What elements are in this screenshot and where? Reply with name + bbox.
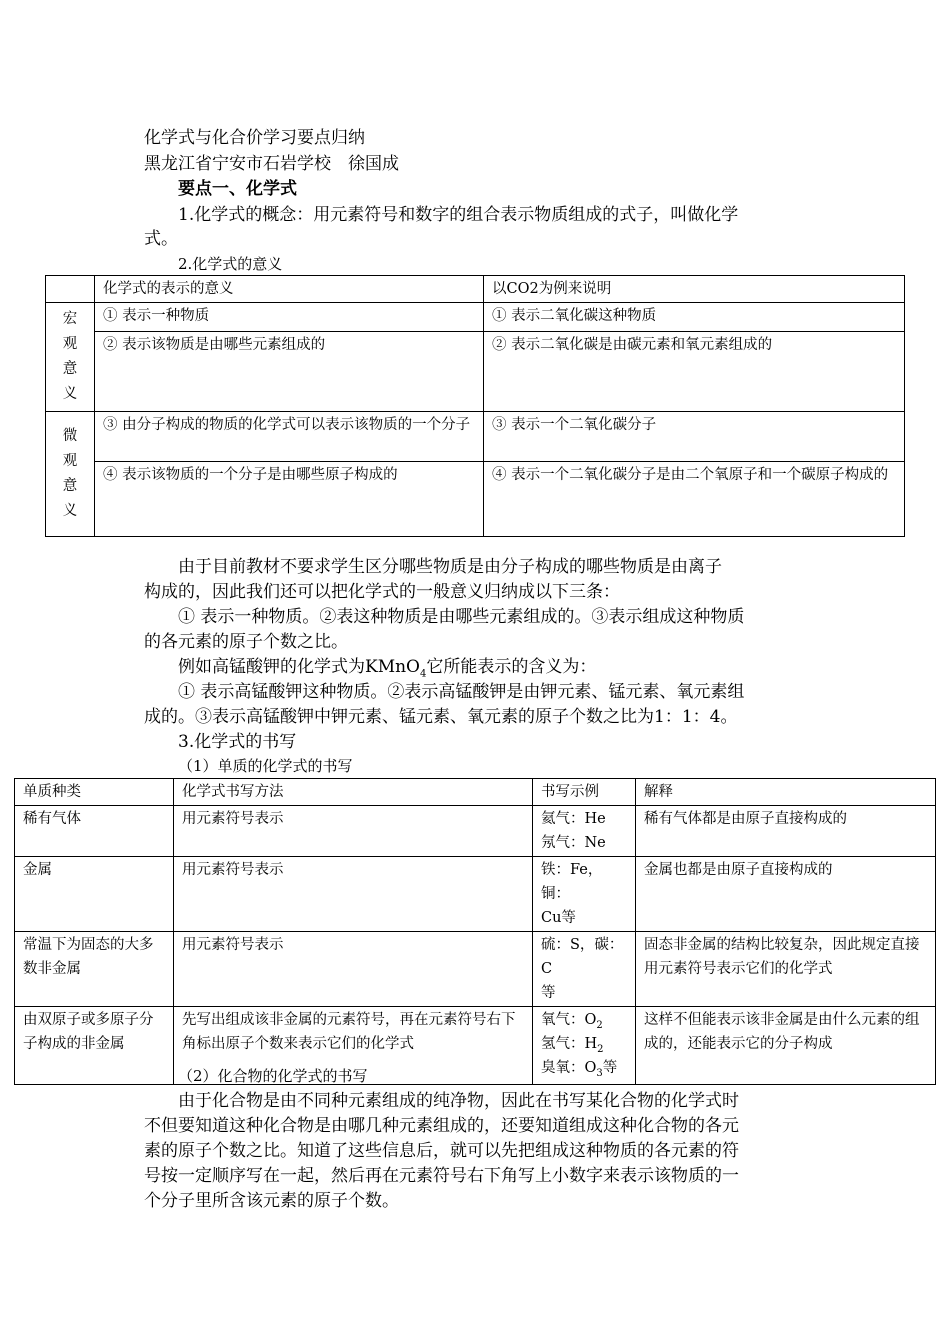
table-cell (533, 806, 636, 857)
table-header-example: 以CO2为例来说明 (484, 276, 905, 303)
para-4-b: 它所能表示的含义为： (426, 657, 597, 677)
table-cell: 这样不但能表示该非金属是由什么元素的组成的，还能表示它的分子构成 (636, 1007, 936, 1085)
para-4-a: 例如高锰酸钾的化学式为KMnO (178, 657, 420, 677)
para-6-line-3: 素的原子个数之比。知道了这些信息后，就可以先把组成这种物质的各元素的符 (144, 1141, 739, 1161)
para-5-line-2: 成的。③表示高锰酸钾中钾元素、锰元素、氧元素的原子个数之比为1：1：4。 (144, 707, 738, 727)
para-3-line-2: 的各元素的原子个数之比。 (144, 632, 348, 652)
table-cell: ④ 表示一个二氧化碳分子是由二个氧原子和一个碳原子构成的 (484, 462, 905, 537)
table-cell: 金属也都是由原子直接构成的 (636, 857, 936, 932)
table-cell: 金属 (15, 857, 174, 932)
table-cell: ③ 由分子构成的物质的化学式可以表示该物质的一个分子 (95, 412, 484, 462)
sub-heading-2: （2）化合物的化学式的书写 (178, 1067, 368, 1085)
table-cell: 稀有气体都是由原子直接构成的 (636, 806, 936, 857)
table-header: 书写示例 (533, 779, 636, 806)
section-3-heading: 3.化学式的书写 (178, 732, 297, 752)
table-cell: 由双原子或多原子分子构成的非金属 (15, 1007, 174, 1085)
concept-line-1: 1.化学式的概念：用元素符号和数字的组合表示物质组成的式子，叫做化学 (178, 205, 739, 225)
table-header: 解释 (636, 779, 936, 806)
example-sub: 2 (596, 1019, 603, 1031)
table-cell: 固态非金属的结构比较复杂，因此规定直接用元素符号表示它们的化学式 (636, 932, 936, 1007)
element-formula-table (14, 778, 936, 1085)
example-text: 臭氧：O (541, 1060, 597, 1076)
sub-heading-1: （1）单质的化学式的书写 (178, 757, 353, 775)
table-cell (533, 1007, 636, 1085)
table-cell: ① 表示二氧化碳这种物质 (484, 303, 905, 332)
example-line (541, 1032, 627, 1056)
example-line: 氖气：Ne (541, 835, 606, 851)
table-header: 化学式书写方法 (174, 779, 533, 806)
table-corner-cell (46, 276, 95, 303)
para-3-line-1: ① 表示一种物质。②表这种物质是由哪些元素组成的。③表示组成这种物质 (178, 607, 745, 627)
meaning-heading: 2.化学式的意义 (178, 255, 283, 273)
example-line: 铁：Fe，铜： (541, 862, 603, 902)
table-cell: 用元素符号表示 (174, 806, 533, 857)
meaning-table (45, 275, 905, 537)
table-cell: 用元素符号表示 (174, 857, 533, 932)
example-text: 等 (602, 1060, 618, 1076)
para-4 (178, 655, 596, 679)
para-6-line-2: 不但要知道这种化合物是由哪几种元素组成的，还要知道组成这种化合物的各元 (144, 1116, 739, 1136)
table-cell: ③ 表示一个二氧化碳分子 (484, 412, 905, 462)
example-text: 氢气：H (541, 1036, 598, 1052)
document-title: 化学式与化合价学习要点归纳 (144, 128, 365, 148)
example-sub: 3 (596, 1067, 603, 1079)
example-line: 氦气：He (541, 811, 606, 827)
table-header-meaning: 化学式的表示的意义 (95, 276, 484, 303)
table-cell: 先写出组成该非金属的元素符号，再在元素符号右下角标出原子个数来表示它们的化学式 (174, 1007, 533, 1085)
table-cell (533, 932, 636, 1007)
macro-label-cell (46, 303, 95, 412)
table-cell: 稀有气体 (15, 806, 174, 857)
example-line (541, 1056, 627, 1080)
example-line (541, 1008, 627, 1032)
micro-label: 微观意义 (62, 428, 78, 519)
concept-line-2: 式。 (144, 229, 178, 249)
para-4-sub: 4 (420, 668, 427, 680)
table-cell: 用元素符号表示 (174, 932, 533, 1007)
example-line: 等 (541, 985, 556, 1001)
para-2-line-2: 构成的，因此我们还可以把化学式的一般意义归纳成以下三条： (144, 582, 620, 602)
table-cell: 常温下为固态的大多数非金属 (15, 932, 174, 1007)
micro-label-cell (46, 412, 95, 537)
table-header: 单质种类 (15, 779, 174, 806)
author-line: 黑龙江省宁安市石岩学校 徐国成 (144, 154, 399, 174)
example-text: 氧气：O (541, 1012, 597, 1028)
table-cell: ② 表示该物质是由哪些元素组成的 (95, 331, 484, 411)
para-2-line-1: 由于目前教材不要求学生区分哪些物质是由分子构成的哪些物质是由离子 (178, 557, 722, 577)
table-cell: ④ 表示该物质的一个分子是由哪些原子构成的 (95, 462, 484, 537)
macro-label: 宏观意义 (62, 311, 78, 402)
heading-point-one: 要点一、化学式 (178, 179, 297, 199)
example-line: 硫：S，碳：C (541, 937, 624, 977)
example-line: Cu等 (541, 910, 576, 926)
table-cell: ② 表示二氧化碳是由碳元素和氧元素组成的 (484, 331, 905, 411)
table-cell: ① 表示一种物质 (95, 303, 484, 332)
para-6-line-1: 由于化合物是由不同种元素组成的纯净物，因此在书写某化合物的化学式时 (178, 1091, 739, 1111)
table-cell (533, 857, 636, 932)
para-5-line-1: ① 表示高锰酸钾这种物质。②表示高锰酸钾是由钾元素、锰元素、氧元素组 (178, 682, 745, 702)
example-sub: 2 (597, 1043, 604, 1055)
para-6-line-5: 个分子里所含该元素的原子个数。 (144, 1191, 399, 1211)
para-6-line-4: 号按一定顺序写在一起，然后再在元素符号右下角写上小数字来表示该物质的一 (144, 1166, 739, 1186)
